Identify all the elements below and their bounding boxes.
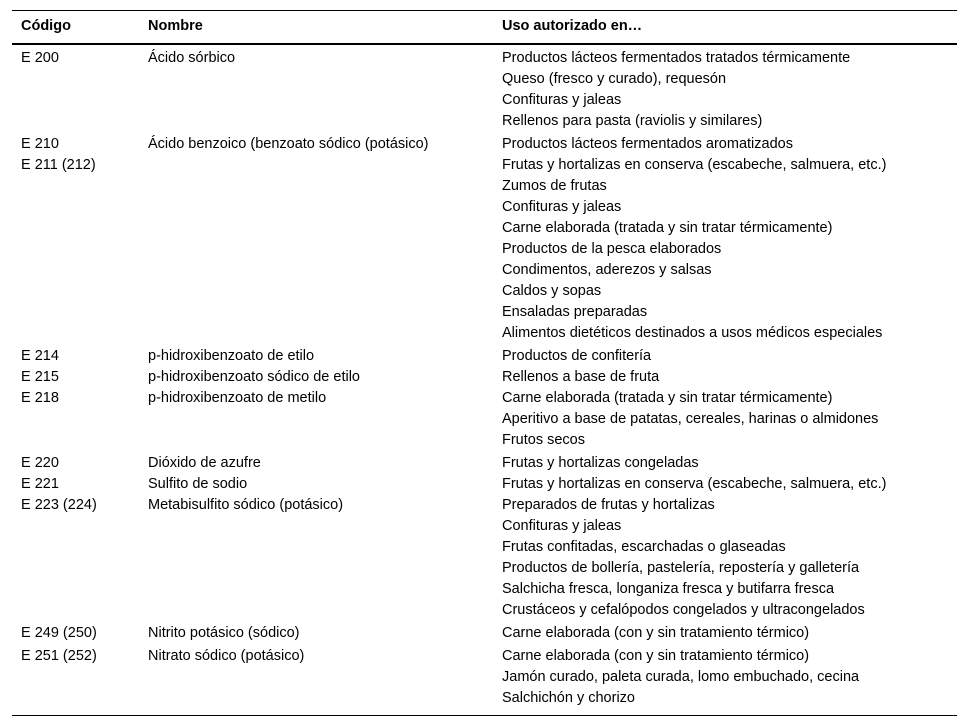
code-cell xyxy=(12,451,139,621)
table-row xyxy=(12,644,957,716)
use-item: Carne elaborada (tratada y sin tratar térmicamente) xyxy=(502,220,833,236)
use-item: Carne elaborada (con y sin tratamiento térmico) xyxy=(502,648,810,664)
use-item: Rellenos a base de fruta xyxy=(502,369,660,385)
use-item: Salchichón y chorizo xyxy=(502,690,635,706)
code-value: E 200 xyxy=(21,50,59,66)
code-cell xyxy=(12,621,139,644)
uses-cell xyxy=(493,344,957,451)
code-value: E 218 xyxy=(21,390,59,406)
code-cell xyxy=(12,44,139,132)
table-body xyxy=(12,44,957,716)
name-value: Dióxido de azufre xyxy=(148,455,261,471)
table-row xyxy=(12,451,957,621)
additives-table xyxy=(12,10,957,716)
name-value: Metabisulfito sódico (potásico) xyxy=(148,497,344,513)
code-cell xyxy=(12,344,139,451)
use-item: Frutas y hortalizas en conserva (escabeche, salmuera, etc.) xyxy=(502,157,887,173)
name-value: Sulfito de sodio xyxy=(148,476,248,492)
use-item: Preparados de frutas y hortalizas xyxy=(502,497,715,513)
use-item: Salchicha fresca, longaniza fresca y butifarra fresca xyxy=(502,581,835,597)
use-item: Rellenos para pasta (raviolis y similares) xyxy=(502,113,763,129)
use-item: Carne elaborada (con y sin tratamiento térmico) xyxy=(502,625,810,641)
name-value: Nitrito potásico (sódico) xyxy=(148,625,300,641)
name-value: Nitrato sódico (potásico) xyxy=(148,648,305,664)
use-item: Frutas confitadas, escarchadas o glaseadas xyxy=(502,539,786,555)
code-value: E 251 (252) xyxy=(21,648,97,664)
use-item: Zumos de frutas xyxy=(502,178,607,194)
table-row xyxy=(12,132,957,344)
use-item: Productos de la pesca elaborados xyxy=(502,241,722,257)
code-value: E 214 xyxy=(21,348,59,364)
use-item: Confituras y jaleas xyxy=(502,92,622,108)
use-item: Aperitivo a base de patatas, cereales, harinas o almidones xyxy=(502,411,879,427)
use-item: Frutos secos xyxy=(502,432,585,448)
table-row xyxy=(12,621,957,644)
uses-cell xyxy=(493,644,957,716)
table-row xyxy=(12,344,957,451)
name-cell xyxy=(139,451,493,621)
code-value: E 221 xyxy=(21,476,59,492)
use-item: Jamón curado, paleta curada, lomo embuchado, cecina xyxy=(502,669,860,685)
use-item: Frutas y hortalizas en conserva (escabeche, salmuera, etc.) xyxy=(502,476,887,492)
use-item: Frutas y hortalizas congeladas xyxy=(502,455,699,471)
name-cell xyxy=(139,344,493,451)
code-value: E 249 (250) xyxy=(21,625,97,641)
code-value: E 215 xyxy=(21,369,59,385)
code-cell xyxy=(12,132,139,344)
name-cell xyxy=(139,644,493,716)
header-uso: Uso autorizado en… xyxy=(493,11,957,45)
use-item: Condimentos, aderezos y salsas xyxy=(502,262,712,278)
use-item: Productos lácteos fermentados tratados térmicamente xyxy=(502,50,851,66)
header-codigo: Código xyxy=(12,11,139,45)
header-row xyxy=(12,11,957,45)
code-value: E 220 xyxy=(21,455,59,471)
name-value: p-hidroxibenzoato sódico de etilo xyxy=(148,369,360,385)
use-item: Carne elaborada (tratada y sin tratar térmicamente) xyxy=(502,390,833,406)
use-item: Queso (fresco y curado), requesón xyxy=(502,71,727,87)
code-cell xyxy=(12,644,139,716)
use-item: Crustáceos y cefalópodos congelados y ultracongelados xyxy=(502,602,865,618)
name-value: Ácido sórbico xyxy=(148,50,236,66)
additives-table-container xyxy=(12,10,957,716)
name-value: p-hidroxibenzoato de metilo xyxy=(148,390,327,406)
use-item: Alimentos dietéticos destinados a usos médicos especiales xyxy=(502,325,883,341)
use-item: Confituras y jaleas xyxy=(502,199,622,215)
code-value: E 210 xyxy=(21,136,59,152)
name-cell xyxy=(139,132,493,344)
use-item: Confituras y jaleas xyxy=(502,518,622,534)
use-item: Productos lácteos fermentados aromatizados xyxy=(502,136,793,152)
table-row xyxy=(12,44,957,132)
use-item: Productos de bollería, pastelería, repostería y galletería xyxy=(502,560,860,576)
uses-cell xyxy=(493,451,957,621)
use-item: Ensaladas preparadas xyxy=(502,304,648,320)
use-item: Productos de confitería xyxy=(502,348,652,364)
uses-cell xyxy=(493,621,957,644)
uses-cell xyxy=(493,132,957,344)
table-header xyxy=(12,11,957,45)
name-cell xyxy=(139,621,493,644)
uses-cell xyxy=(493,44,957,132)
header-nombre: Nombre xyxy=(139,11,493,45)
code-value: E 211 (212) xyxy=(21,157,96,173)
name-value: p-hidroxibenzoato de etilo xyxy=(148,348,315,364)
name-cell xyxy=(139,44,493,132)
code-value: E 223 (224) xyxy=(21,497,97,513)
use-item: Caldos y sopas xyxy=(502,283,602,299)
name-value: Ácido benzoico (benzoato sódico (potásico) xyxy=(148,136,429,152)
